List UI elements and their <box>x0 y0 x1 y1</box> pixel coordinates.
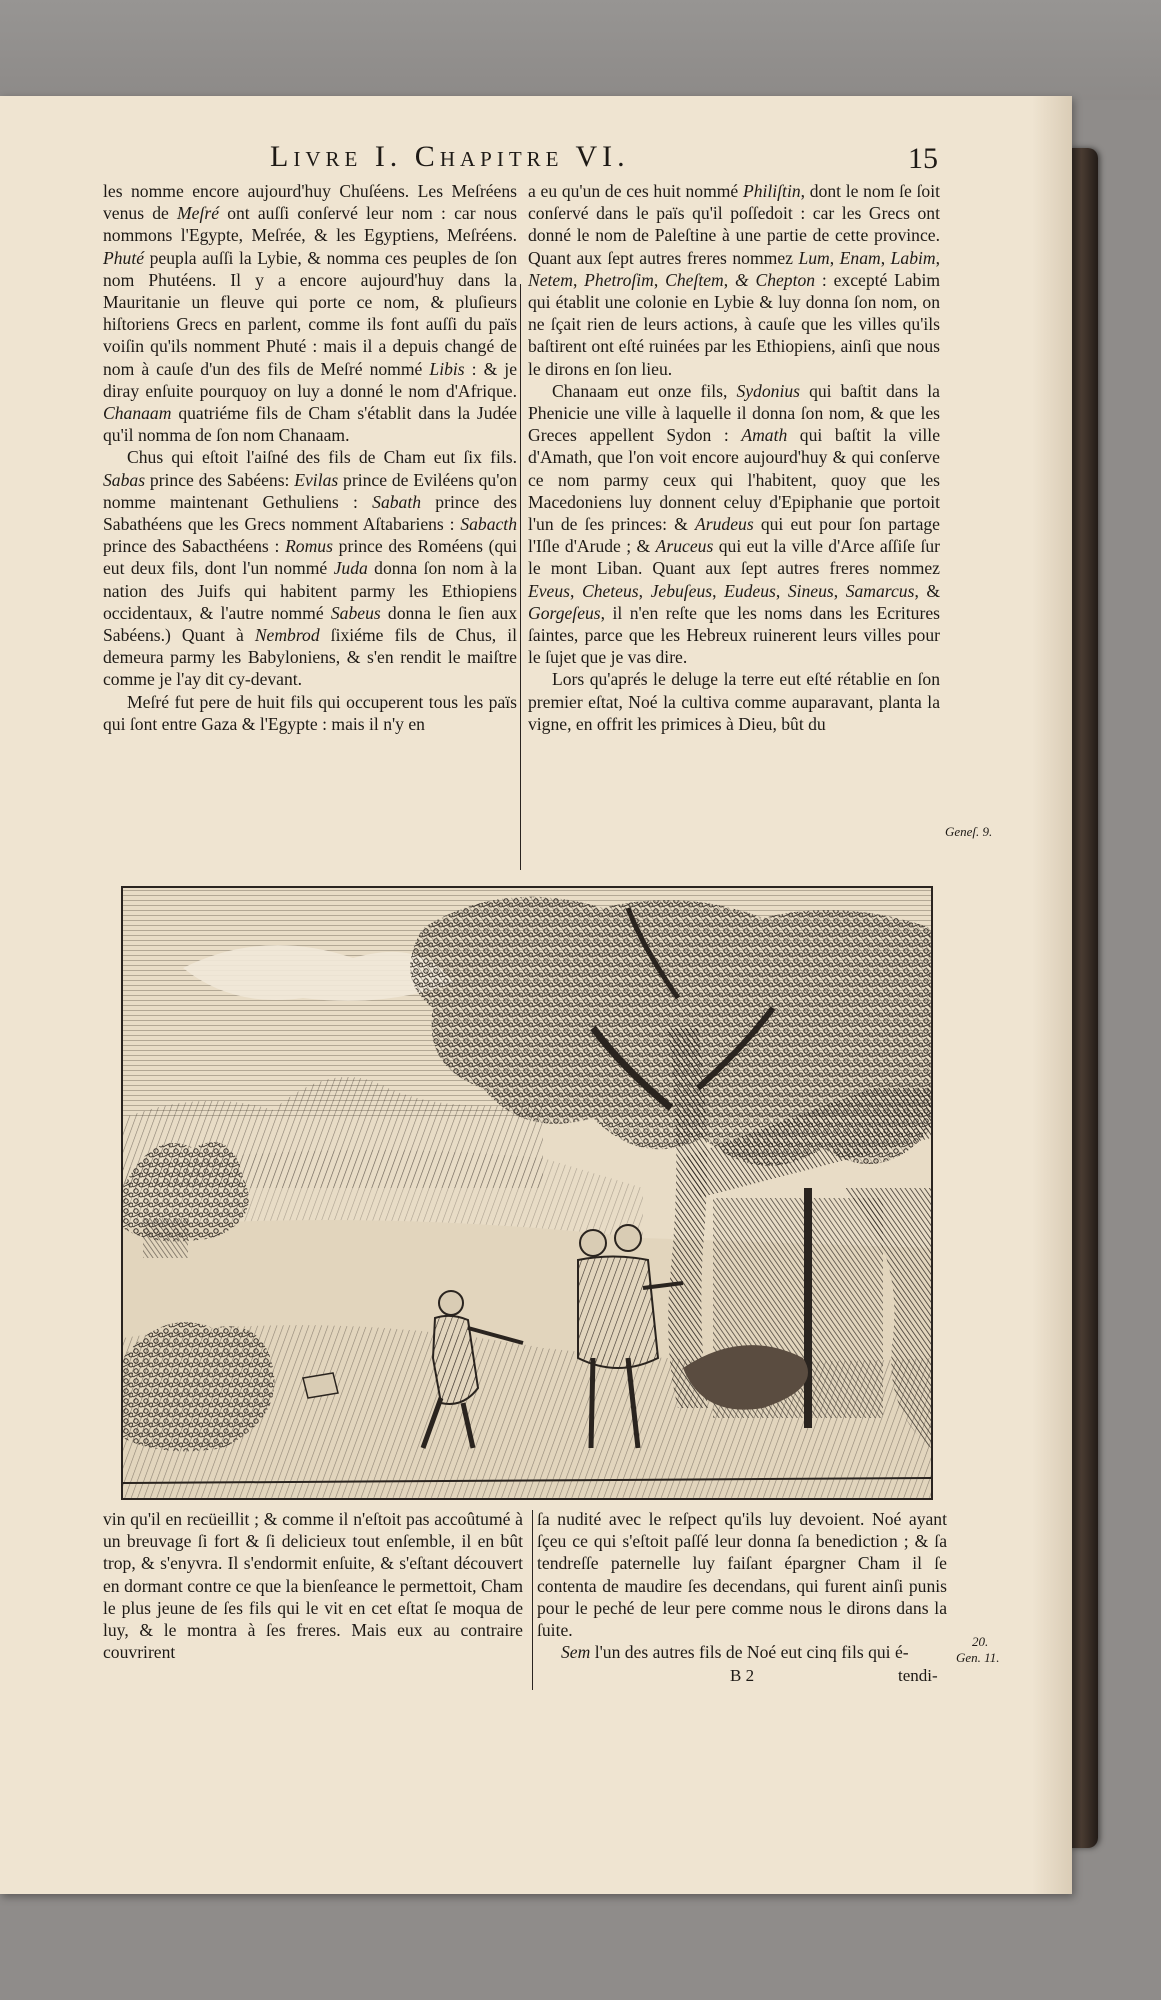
margin-note-number: 20. <box>972 1634 989 1649</box>
engraving-illustration <box>121 886 933 1500</box>
margin-note-genesis-9: Geneſ. 9. <box>945 824 993 839</box>
running-head: Livre I. Chapitre VI. <box>270 140 630 173</box>
paragraph: Sem l'un des autres fils de Noé eut cinq fils qui é- <box>561 1642 909 1663</box>
paragraph: ſa nudité avec le reſpect qu'ils luy devoient. Noé ayant ſçeu ce qui s'eſtoit paſſé leur donna ſa benediction ; & ſa tendreſſe paternelle luy faiſant épargner Cham il ſe contenta de maudire ſes decendans, qui furent ainſi punis pour le peché de leur pere comme nous le dirons dans la ſuite. <box>537 1509 947 1641</box>
paragraph: les nomme encore aujourd'huy Chuſéens. Les Meſréens venus de Meſré ont auſſi conſervé leur nom : car nous nommons l'Egypte, Meſrée, & les Egyptiens, Meſréens. Phuté peupla auſſi la Lybie, & nomma ces peuples de ſon nom Phutéens. Il y a encore aujourd'huy dans la Mauritanie un fleuve qui porte ce nom, & pluſieurs hiſtoriens Grecs en parlent, comme ils font auſſi du païs voiſin qu'ils nomment Phuté : mais il a depuis changé de nom à cauſe d'un des fils de Meſré nommé Libis : & je diray enſuite pourquoy on luy a donné le nom d'Afrique. Chanaam quatriéme fils de Cham s'établit dans la Judée qu'il nomma de ſon nom Chanaam. <box>103 181 518 446</box>
engraving-drawing <box>123 888 931 1498</box>
paragraph: Lors qu'aprés le deluge la terre eut eſté rétablie en ſon premier eſtat, Noé la cultiva comme auparavant, planta la vigne, en offrit les primices à Dieu, bût du <box>528 669 940 734</box>
paragraph: a eu qu'un de ces huit nommé Philiſtin, dont le nom ſe ſoit conſervé dans le païs qu'il poſſedoit : car les Grecs ont donné le nom de Paleſtine à une partie de cette province. Quant aux ſept autres freres nommez Lum, Enam, Labim, Netem, Phetroſim, Cheſtem, & Chepton : excepté Labim qui établit une colonie en Lybie & luy donna ſon nom, on ne ſçait rien de leurs actions, à cauſe que les villes qu'ils baſtirent ont eſté ruinées par les Ethiopiens, ainſi que nous le dirons en ſon lieu. <box>528 181 941 379</box>
column-rule <box>520 284 521 870</box>
text-column-right-top <box>528 180 940 735</box>
paragraph: Chus qui eſtoit l'aiſné des fils de Cham eut ſix fils. Sabas prince des Sabéens: Evilas prince de Eviléens qu'on nomme maintenant Gethuliens : Sabath prince des Sabathéens que les Grecs nomment Aſtabariens : Sabacth prince des Sabacthéens : Romus prince des Roméens (qui eut deux fils, dont l'un nommé Juda donna ſon nom à la nation des Juifs qui habitent parmy les Ethiopiens occidentaux, & l'autre nommé Sabeus donna le ſien aux Sabéens.) Quant à Nembrod ſixiéme fils de Chus, il demeura parmy les Babyloniens, & s'en rendit le maiſtre comme je l'ay dit cy-devant. <box>103 447 517 690</box>
column-rule <box>532 1510 533 1690</box>
background <box>0 0 1161 100</box>
book-binding <box>1068 148 1098 1848</box>
text-column-left-top <box>103 180 517 735</box>
paragraph: Meſré fut pere de huit fils qui occuperent tous les païs qui ſont entre Gaza & l'Egypte : mais il n'y en <box>103 691 517 734</box>
page-number: 15 <box>908 142 938 175</box>
paragraph: Chanaam eut onze fils, Sydonius qui baſtit dans la Phenicie une ville à laquelle il donna ſon nom, & que les Greces appellent Sydon : Amath qui baſtit la ville d'Amath, que l'on voit encore aujourd'huy & qui conſerve ce nom parmy ceux qui l'habitent, quoy que les Macedoniens luy donnent celuy d'Epiphanie que portoit l'un de ſes princes: & Arudeus qui eut pour ſon partage l'Iſle d'Arude ; & Aruceus qui eut la ville d'Arce aſſiſe ſur le mont Liban. Quant aux ſept autres freres nommez Eveus, Cheteus, Jebuſeus, Eudeus, Sineus, Samarcus, & Gorgeſeus, il n'en reſte que les noms dans les Ecritures ſaintes, parce que les Hebreux ruinerent leurs villes pour le ſujet que je vas dire. <box>528 380 941 668</box>
paragraph: vin qu'il en recüeillit ; & comme il n'eſtoit pas accoûtumé à un breuvage ſi fort & ſi delicieux tout enſemble, il en bût trop, & s'enyvra. Il s'endormit enſuite, & s'eſtant découvert en dormant contre ce que la bienſeance le permettoit, Cham le plus jeune de ſes fils qui le vit en cet eſtat ſe moqua de luy, & le montra à ſes freres. Mais eux au contraire couvrirent <box>103 1509 523 1663</box>
text-column-right-bottom <box>537 1508 947 1663</box>
catchword: tendi- <box>898 1666 938 1685</box>
signature-mark: B 2 <box>730 1666 755 1685</box>
margin-note-genesis-11: Gen. 11. <box>956 1650 1000 1665</box>
text-column-left-bottom <box>103 1508 523 1663</box>
